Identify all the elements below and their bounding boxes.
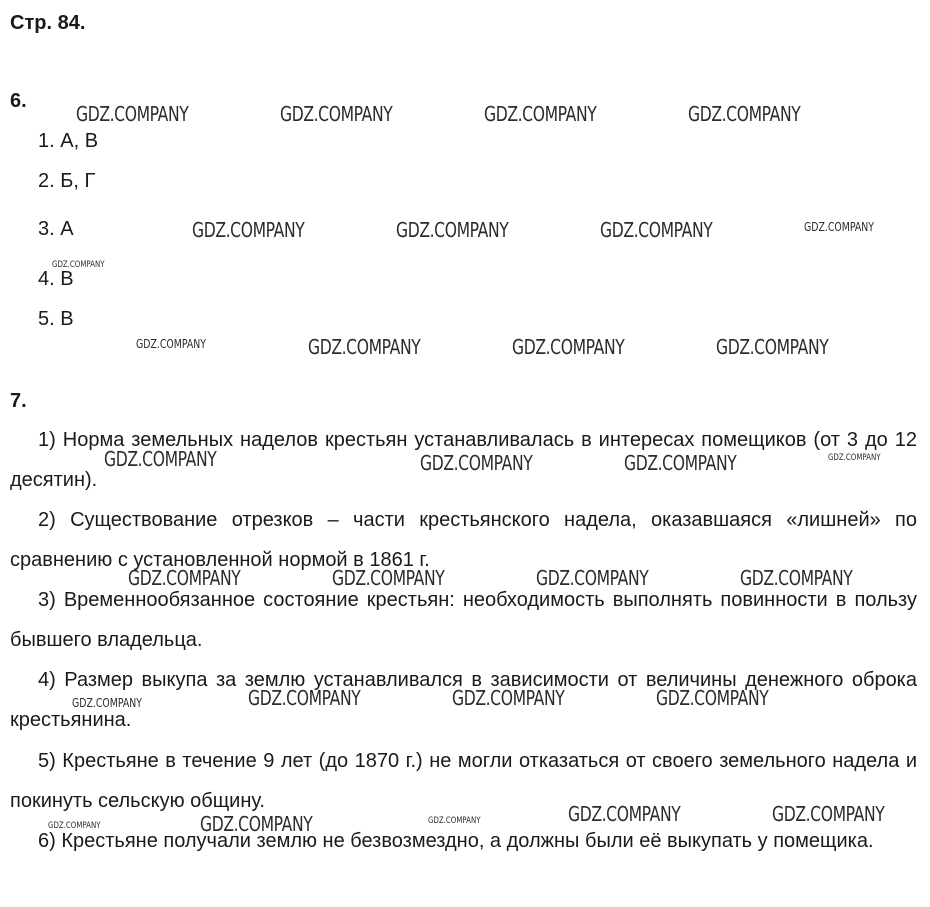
watermark: GDZ.COMPANY — [248, 686, 361, 710]
task-7-paragraph-2: 2) Существование отрезков – части крестьянского надела, оказавшаяся «лишней» по сравнению с установленной нормой в 1861 г. — [10, 509, 917, 571]
watermark: GDZ.COMPANY — [280, 102, 393, 126]
watermark: GDZ.COMPANY — [600, 218, 713, 242]
task-7-paragraph-4: 4) Размер выкупа за землю устанавливался в зависимости от величины денежного оброка крестьянина. — [10, 669, 917, 731]
watermark: GDZ.COMPANY — [624, 451, 737, 475]
watermark: GDZ.COMPANY — [656, 686, 769, 710]
task-7-paragraph-6: 6) Крестьяне получали землю не безвозмездно, а должны были её выкупать у помещика. — [38, 830, 874, 852]
watermark: GDZ.COMPANY — [136, 337, 207, 351]
task-7-paragraph-1: 1) Норма земельных наделов крестьян устанавливалась в интересах помещиков (от 3 до 12 десятин). — [10, 429, 917, 491]
watermark: GDZ.COMPANY — [332, 566, 445, 590]
watermark: GDZ.COMPANY — [420, 451, 533, 475]
watermark: GDZ.COMPANY — [200, 812, 313, 836]
task-6-answer-5: 5. В — [38, 308, 74, 330]
task-7-paragraph-3: 3) Временнообязанное состояние крестьян: необходимость выполнять повинности в пользу бывшего владельца. — [10, 589, 917, 651]
watermark: GDZ.COMPANY — [72, 696, 143, 710]
watermark: GDZ.COMPANY — [484, 102, 597, 126]
watermark: GDZ.COMPANY — [828, 453, 881, 463]
task-6-answer-1: 1. А, В — [38, 130, 99, 152]
task-6-answer-4: 4. В — [38, 268, 74, 290]
watermark: GDZ.COMPANY — [804, 220, 875, 234]
watermark: GDZ.COMPANY — [52, 260, 105, 270]
watermark: GDZ.COMPANY — [772, 802, 885, 826]
watermark: GDZ.COMPANY — [428, 816, 481, 826]
task-7-paragraph-5: 5) Крестьяне в течение 9 лет (до 1870 г.) не могли отказаться от своего земельного надела и покинуть сельскую общину. — [10, 750, 917, 812]
watermark: GDZ.COMPANY — [568, 802, 681, 826]
watermark: GDZ.COMPANY — [76, 102, 189, 126]
watermark: GDZ.COMPANY — [104, 447, 217, 471]
watermark: GDZ.COMPANY — [740, 566, 853, 590]
task-7-number: 7. — [10, 390, 27, 412]
watermark: GDZ.COMPANY — [308, 335, 421, 359]
page-title: Стр. 84. — [10, 12, 86, 34]
task-6-answer-3: 3. А — [38, 218, 74, 240]
watermark: GDZ.COMPANY — [48, 821, 101, 831]
watermark: GDZ.COMPANY — [192, 218, 305, 242]
watermark: GDZ.COMPANY — [536, 566, 649, 590]
watermark: GDZ.COMPANY — [396, 218, 509, 242]
watermark: GDZ.COMPANY — [128, 566, 241, 590]
watermark: GDZ.COMPANY — [688, 102, 801, 126]
watermark: GDZ.COMPANY — [716, 335, 829, 359]
watermark: GDZ.COMPANY — [452, 686, 565, 710]
task-6-answer-2: 2. Б, Г — [38, 170, 96, 192]
task-6-number: 6. — [10, 90, 27, 112]
watermark: GDZ.COMPANY — [512, 335, 625, 359]
